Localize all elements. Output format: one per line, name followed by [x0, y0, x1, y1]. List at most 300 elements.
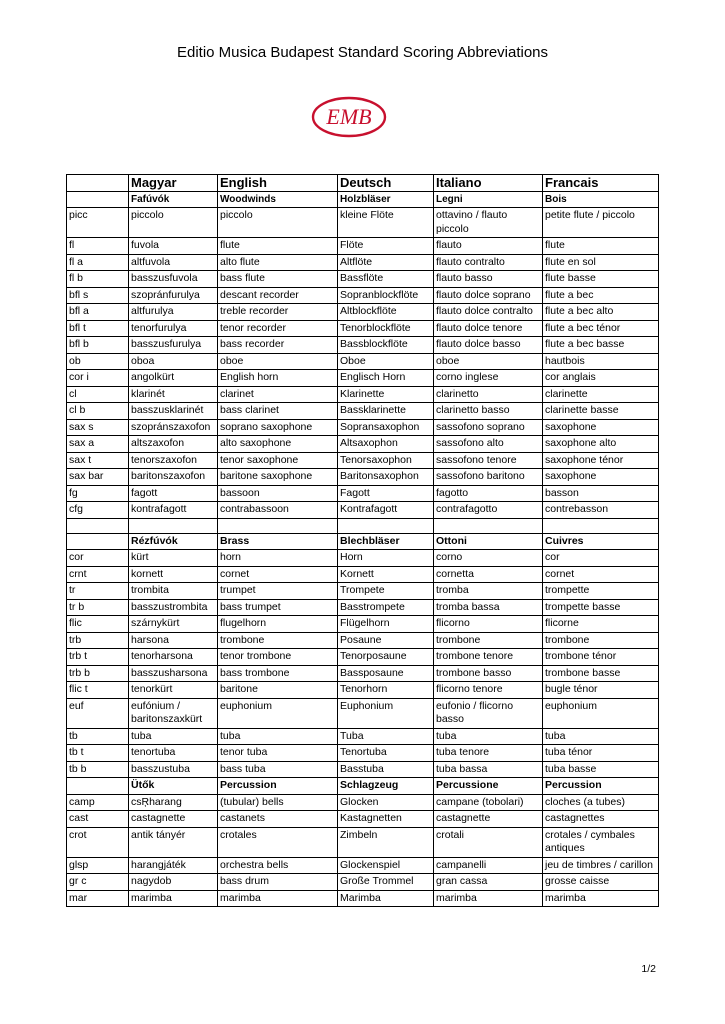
spacer-cell — [67, 518, 129, 533]
abbreviation-cell: trb — [67, 632, 129, 649]
term-cell: alto saxophone — [218, 436, 338, 453]
term-cell: contrafagotto — [434, 502, 543, 519]
term-cell: tuba ténor — [543, 745, 659, 762]
term-cell: corno — [434, 550, 543, 567]
term-cell: crotales — [218, 827, 338, 857]
term-cell: cor anglais — [543, 370, 659, 387]
term-cell: flicorne — [543, 616, 659, 633]
abbreviation-cell: sax t — [67, 452, 129, 469]
section-header-cell: Brass — [218, 533, 338, 550]
term-cell: castagnette — [434, 811, 543, 828]
term-cell: szopránfurulya — [129, 287, 218, 304]
term-cell: saxophone — [543, 469, 659, 486]
term-cell: bass trumpet — [218, 599, 338, 616]
term-cell: clarinetto basso — [434, 403, 543, 420]
term-cell: trombone — [434, 632, 543, 649]
term-cell: Englisch Horn — [338, 370, 434, 387]
term-cell: castagnettes — [543, 811, 659, 828]
term-cell: bugle ténor — [543, 682, 659, 699]
term-cell: trombone — [218, 632, 338, 649]
abbreviation-cell: flic t — [67, 682, 129, 699]
abbreviation-cell: trb t — [67, 649, 129, 666]
term-cell: flute — [543, 238, 659, 255]
abbreviation-cell: glsp — [67, 857, 129, 874]
term-cell: basszustrombita — [129, 599, 218, 616]
term-cell: flute basse — [543, 271, 659, 288]
abbreviation-cell: tr — [67, 583, 129, 600]
term-cell: antik tányér — [129, 827, 218, 857]
term-cell: Bassblockflöte — [338, 337, 434, 354]
term-cell: angolkürt — [129, 370, 218, 387]
term-cell: tuba — [434, 728, 543, 745]
term-cell: flauto — [434, 238, 543, 255]
term-cell: trumpet — [218, 583, 338, 600]
term-cell: harangjáték — [129, 857, 218, 874]
term-cell: tenorfurulya — [129, 320, 218, 337]
term-cell: euphonium — [543, 698, 659, 728]
table-row — [67, 745, 659, 762]
term-cell: tenor trombone — [218, 649, 338, 666]
table-row — [67, 208, 659, 238]
term-cell: Trompete — [338, 583, 434, 600]
term-cell: baritone — [218, 682, 338, 699]
term-cell: fagott — [129, 485, 218, 502]
term-cell: Kontrafagott — [338, 502, 434, 519]
term-cell: hautbois — [543, 353, 659, 370]
table-row — [67, 583, 659, 600]
term-cell: campane (tobolari) — [434, 794, 543, 811]
abbreviation-cell: crot — [67, 827, 129, 857]
term-cell: Altsaxophon — [338, 436, 434, 453]
term-cell: Tenorblockflöte — [338, 320, 434, 337]
term-cell: orchestra bells — [218, 857, 338, 874]
term-cell: Bassposaune — [338, 665, 434, 682]
term-cell: crotales / cymbales antiques — [543, 827, 659, 857]
term-cell: basszusklarinét — [129, 403, 218, 420]
emb-logo — [310, 96, 388, 138]
term-cell: Zimbeln — [338, 827, 434, 857]
term-cell: eufónium / baritonszaxkürt — [129, 698, 218, 728]
term-cell: trompette basse — [543, 599, 659, 616]
term-cell: tenortuba — [129, 745, 218, 762]
abbreviation-cell: cl b — [67, 403, 129, 420]
term-cell: eufonio / flicorno basso — [434, 698, 543, 728]
term-cell: flute — [218, 238, 338, 255]
term-cell: Bassklarinette — [338, 403, 434, 420]
term-cell: ottavino / flauto piccolo — [434, 208, 543, 238]
abbreviation-cell: picc — [67, 208, 129, 238]
term-cell: basszusfuvola — [129, 271, 218, 288]
abbreviation-cell: mar — [67, 890, 129, 907]
section-header-cell — [67, 191, 129, 208]
abbreviation-cell: fl a — [67, 254, 129, 271]
term-cell: cornet — [543, 566, 659, 583]
term-cell: flute a bec — [543, 287, 659, 304]
abbreviation-cell: tb — [67, 728, 129, 745]
term-cell: Euphonium — [338, 698, 434, 728]
abbreviation-cell: cor — [67, 550, 129, 567]
term-cell: (tubular) bells — [218, 794, 338, 811]
term-cell: Kastagnetten — [338, 811, 434, 828]
term-cell: treble recorder — [218, 304, 338, 321]
term-cell: Flöte — [338, 238, 434, 255]
term-cell: bass trombone — [218, 665, 338, 682]
abbreviation-cell: tr b — [67, 599, 129, 616]
table-row — [67, 403, 659, 420]
term-cell: tuba tenore — [434, 745, 543, 762]
spacer-cell — [338, 518, 434, 533]
table-row — [67, 370, 659, 387]
section-header-cell: Holzbläser — [338, 191, 434, 208]
term-cell: flugelhorn — [218, 616, 338, 633]
term-cell: tenor tuba — [218, 745, 338, 762]
abbreviation-cell: bfl a — [67, 304, 129, 321]
term-cell: bassoon — [218, 485, 338, 502]
term-cell: tromba — [434, 583, 543, 600]
spacer-cell — [129, 518, 218, 533]
abbreviation-cell: tb t — [67, 745, 129, 762]
section-header-cell: Rézfúvók — [129, 533, 218, 550]
term-cell: sassofono baritono — [434, 469, 543, 486]
term-cell: petite flute / piccolo — [543, 208, 659, 238]
section-header-row — [67, 533, 659, 550]
term-cell: nagydob — [129, 874, 218, 891]
term-cell: Tenorposaune — [338, 649, 434, 666]
abbreviation-cell: sax s — [67, 419, 129, 436]
term-cell: flute en sol — [543, 254, 659, 271]
term-cell: oboe — [434, 353, 543, 370]
term-cell: clarinetto — [434, 386, 543, 403]
table-row — [67, 502, 659, 519]
table-row — [67, 682, 659, 699]
term-cell: Große Trommel — [338, 874, 434, 891]
term-cell: baritonszaxofon — [129, 469, 218, 486]
term-cell: Fagott — [338, 485, 434, 502]
term-cell: basson — [543, 485, 659, 502]
term-cell: bass recorder — [218, 337, 338, 354]
term-cell: Basstuba — [338, 761, 434, 778]
section-header-cell: Bois — [543, 191, 659, 208]
abbreviation-cell: ob — [67, 353, 129, 370]
term-cell: trombone — [543, 632, 659, 649]
term-cell: corno inglese — [434, 370, 543, 387]
term-cell: Glockenspiel — [338, 857, 434, 874]
term-cell: flauto dolce contralto — [434, 304, 543, 321]
section-header-row — [67, 191, 659, 208]
table-row — [67, 485, 659, 502]
term-cell: Kornett — [338, 566, 434, 583]
term-cell: flauto dolce soprano — [434, 287, 543, 304]
table-row — [67, 386, 659, 403]
term-cell: tuba basse — [543, 761, 659, 778]
term-cell: tuba bassa — [434, 761, 543, 778]
section-header-cell: Fafúvók — [129, 191, 218, 208]
term-cell: kontrafagott — [129, 502, 218, 519]
table-row — [67, 566, 659, 583]
abbreviation-cell: fg — [67, 485, 129, 502]
section-header-cell: Blechbläser — [338, 533, 434, 550]
term-cell: Altflöte — [338, 254, 434, 271]
table-row — [67, 632, 659, 649]
term-cell: flute a bec alto — [543, 304, 659, 321]
term-cell: saxophone alto — [543, 436, 659, 453]
table-row — [67, 874, 659, 891]
abbreviation-cell: cor i — [67, 370, 129, 387]
term-cell: klarinét — [129, 386, 218, 403]
abbreviation-cell: sax bar — [67, 469, 129, 486]
section-header-cell — [67, 533, 129, 550]
section-header-cell: Schlagzeug — [338, 778, 434, 795]
table-row — [67, 353, 659, 370]
term-cell: contrabassoon — [218, 502, 338, 519]
spacer-cell — [543, 518, 659, 533]
term-cell: flicorno tenore — [434, 682, 543, 699]
table-row — [67, 271, 659, 288]
page-title: Editio Musica Budapest Standard Scoring Abbreviations — [176, 44, 549, 61]
term-cell: bass drum — [218, 874, 338, 891]
abbreviation-cell: cfg — [67, 502, 129, 519]
term-cell: cornetta — [434, 566, 543, 583]
term-cell: castagnette — [129, 811, 218, 828]
term-cell: marimba — [129, 890, 218, 907]
term-cell: Glocken — [338, 794, 434, 811]
term-cell: flauto basso — [434, 271, 543, 288]
term-cell: basszusfurulya — [129, 337, 218, 354]
term-cell: English horn — [218, 370, 338, 387]
term-cell: marimba — [543, 890, 659, 907]
section-header-cell: Woodwinds — [218, 191, 338, 208]
table-row — [67, 436, 659, 453]
term-cell: Tenorhorn — [338, 682, 434, 699]
term-cell: oboa — [129, 353, 218, 370]
term-cell: cloches (a tubes) — [543, 794, 659, 811]
term-cell: flute a bec basse — [543, 337, 659, 354]
abbreviations-table — [66, 174, 659, 907]
abbreviation-cell: bfl t — [67, 320, 129, 337]
term-cell: horn — [218, 550, 338, 567]
term-cell: bass tuba — [218, 761, 338, 778]
term-cell: tenor saxophone — [218, 452, 338, 469]
term-cell: flauto dolce tenore — [434, 320, 543, 337]
table-row — [67, 698, 659, 728]
spacer-row — [67, 518, 659, 533]
term-cell: Baritonsaxophon — [338, 469, 434, 486]
term-cell: harsona — [129, 632, 218, 649]
term-cell: saxophone ténor — [543, 452, 659, 469]
term-cell: szárnykürt — [129, 616, 218, 633]
term-cell: szopránszaxofon — [129, 419, 218, 436]
abbreviation-cell: bfl s — [67, 287, 129, 304]
abbreviation-cell: camp — [67, 794, 129, 811]
term-cell: bass flute — [218, 271, 338, 288]
abbreviation-cell: cast — [67, 811, 129, 828]
term-cell: trombone tenore — [434, 649, 543, 666]
term-cell: gran cassa — [434, 874, 543, 891]
term-cell: jeu de timbres / carillon — [543, 857, 659, 874]
term-cell: Marimba — [338, 890, 434, 907]
term-cell: tromba bassa — [434, 599, 543, 616]
term-cell: flute a bec ténor — [543, 320, 659, 337]
term-cell: tenorkürt — [129, 682, 218, 699]
column-header-deutsch: Deutsch — [338, 175, 434, 192]
term-cell: trompette — [543, 583, 659, 600]
abbreviation-cell: fl — [67, 238, 129, 255]
table-row — [67, 761, 659, 778]
abbreviation-cell: cl — [67, 386, 129, 403]
term-cell: basszustuba — [129, 761, 218, 778]
term-cell: sassofono soprano — [434, 419, 543, 436]
column-header-italiano: Italiano — [434, 175, 543, 192]
section-header-cell: Ütők — [129, 778, 218, 795]
term-cell: Sopransaxophon — [338, 419, 434, 436]
abbreviation-cell: bfl b — [67, 337, 129, 354]
term-cell: Klarinette — [338, 386, 434, 403]
term-cell: cornet — [218, 566, 338, 583]
term-cell: tuba — [543, 728, 659, 745]
term-cell: marimba — [218, 890, 338, 907]
term-cell: clarinet — [218, 386, 338, 403]
term-cell: kürt — [129, 550, 218, 567]
page-number: 1/2 — [641, 963, 656, 975]
term-cell: basszusharsona — [129, 665, 218, 682]
term-cell: tenor recorder — [218, 320, 338, 337]
table-row — [67, 857, 659, 874]
term-cell: kornett — [129, 566, 218, 583]
table-row — [67, 337, 659, 354]
column-header — [67, 175, 129, 192]
section-header-cell: Cuivres — [543, 533, 659, 550]
table-row — [67, 452, 659, 469]
term-cell: trombone basso — [434, 665, 543, 682]
term-cell: piccolo — [129, 208, 218, 238]
term-cell: sassofono tenore — [434, 452, 543, 469]
table-row — [67, 649, 659, 666]
term-cell: saxophone — [543, 419, 659, 436]
term-cell: euphonium — [218, 698, 338, 728]
term-cell: clarinette — [543, 386, 659, 403]
table-row — [67, 550, 659, 567]
abbreviation-cell: trb b — [67, 665, 129, 682]
table-row — [67, 469, 659, 486]
term-cell: clarinette basse — [543, 403, 659, 420]
table-row — [67, 254, 659, 271]
term-cell: castanets — [218, 811, 338, 828]
table-row — [67, 304, 659, 321]
table-row — [67, 419, 659, 436]
term-cell: descant recorder — [218, 287, 338, 304]
table-row — [67, 811, 659, 828]
table-row — [67, 728, 659, 745]
term-cell: tuba — [218, 728, 338, 745]
term-cell: marimba — [434, 890, 543, 907]
term-cell: altfuvola — [129, 254, 218, 271]
spacer-cell — [218, 518, 338, 533]
table-row — [67, 287, 659, 304]
term-cell: oboe — [218, 353, 338, 370]
term-cell: flauto dolce basso — [434, 337, 543, 354]
term-cell: trombita — [129, 583, 218, 600]
logo-text: EMB — [326, 104, 372, 129]
table-row — [67, 665, 659, 682]
table-row — [67, 890, 659, 907]
term-cell: trombone basse — [543, 665, 659, 682]
section-header-cell — [67, 778, 129, 795]
term-cell: grosse caisse — [543, 874, 659, 891]
term-cell: crotali — [434, 827, 543, 857]
abbreviation-cell: euf — [67, 698, 129, 728]
term-cell: Posaune — [338, 632, 434, 649]
term-cell: fagotto — [434, 485, 543, 502]
section-header-cell: Legni — [434, 191, 543, 208]
term-cell: Tenortuba — [338, 745, 434, 762]
table-body — [67, 175, 659, 907]
column-header-english: English — [218, 175, 338, 192]
column-header-francais: Francais — [543, 175, 659, 192]
term-cell: altszaxofon — [129, 436, 218, 453]
term-cell: Bassflöte — [338, 271, 434, 288]
term-cell: tenorszaxofon — [129, 452, 218, 469]
term-cell: contrebasson — [543, 502, 659, 519]
term-cell: fuvola — [129, 238, 218, 255]
term-cell: Horn — [338, 550, 434, 567]
section-header-cell: Percussion — [218, 778, 338, 795]
term-cell: baritone saxophone — [218, 469, 338, 486]
column-header-magyar: Magyar — [129, 175, 218, 192]
table-row — [67, 599, 659, 616]
term-cell: sassofono alto — [434, 436, 543, 453]
table-row — [67, 794, 659, 811]
term-cell: flicorno — [434, 616, 543, 633]
term-cell: tenorharsona — [129, 649, 218, 666]
term-cell: bass clarinet — [218, 403, 338, 420]
abbreviation-cell: tb b — [67, 761, 129, 778]
abbreviation-cell: crnt — [67, 566, 129, 583]
abbreviation-cell: flic — [67, 616, 129, 633]
table-row — [67, 320, 659, 337]
language-header-row — [67, 175, 659, 192]
term-cell: cor — [543, 550, 659, 567]
term-cell: Tuba — [338, 728, 434, 745]
abbreviation-cell: gr c — [67, 874, 129, 891]
section-header-cell: Ottoni — [434, 533, 543, 550]
section-header-cell: Percussion — [543, 778, 659, 795]
term-cell: piccolo — [218, 208, 338, 238]
term-cell: Tenorsaxophon — [338, 452, 434, 469]
term-cell: Sopranblockflöte — [338, 287, 434, 304]
term-cell: Flügelhorn — [338, 616, 434, 633]
abbreviation-cell: sax a — [67, 436, 129, 453]
section-header-row — [67, 778, 659, 795]
term-cell: altfurulya — [129, 304, 218, 321]
term-cell: trombone ténor — [543, 649, 659, 666]
term-cell: flauto contralto — [434, 254, 543, 271]
term-cell: Oboe — [338, 353, 434, 370]
term-cell: soprano saxophone — [218, 419, 338, 436]
term-cell: csŖharang — [129, 794, 218, 811]
table-row — [67, 616, 659, 633]
table-row — [67, 238, 659, 255]
term-cell: alto flute — [218, 254, 338, 271]
table-row — [67, 827, 659, 857]
term-cell: Altblockflöte — [338, 304, 434, 321]
abbreviation-cell: fl b — [67, 271, 129, 288]
term-cell: tuba — [129, 728, 218, 745]
spacer-cell — [434, 518, 543, 533]
term-cell: Basstrompete — [338, 599, 434, 616]
term-cell: kleine Flöte — [338, 208, 434, 238]
section-header-cell: Percussione — [434, 778, 543, 795]
term-cell: campanelli — [434, 857, 543, 874]
